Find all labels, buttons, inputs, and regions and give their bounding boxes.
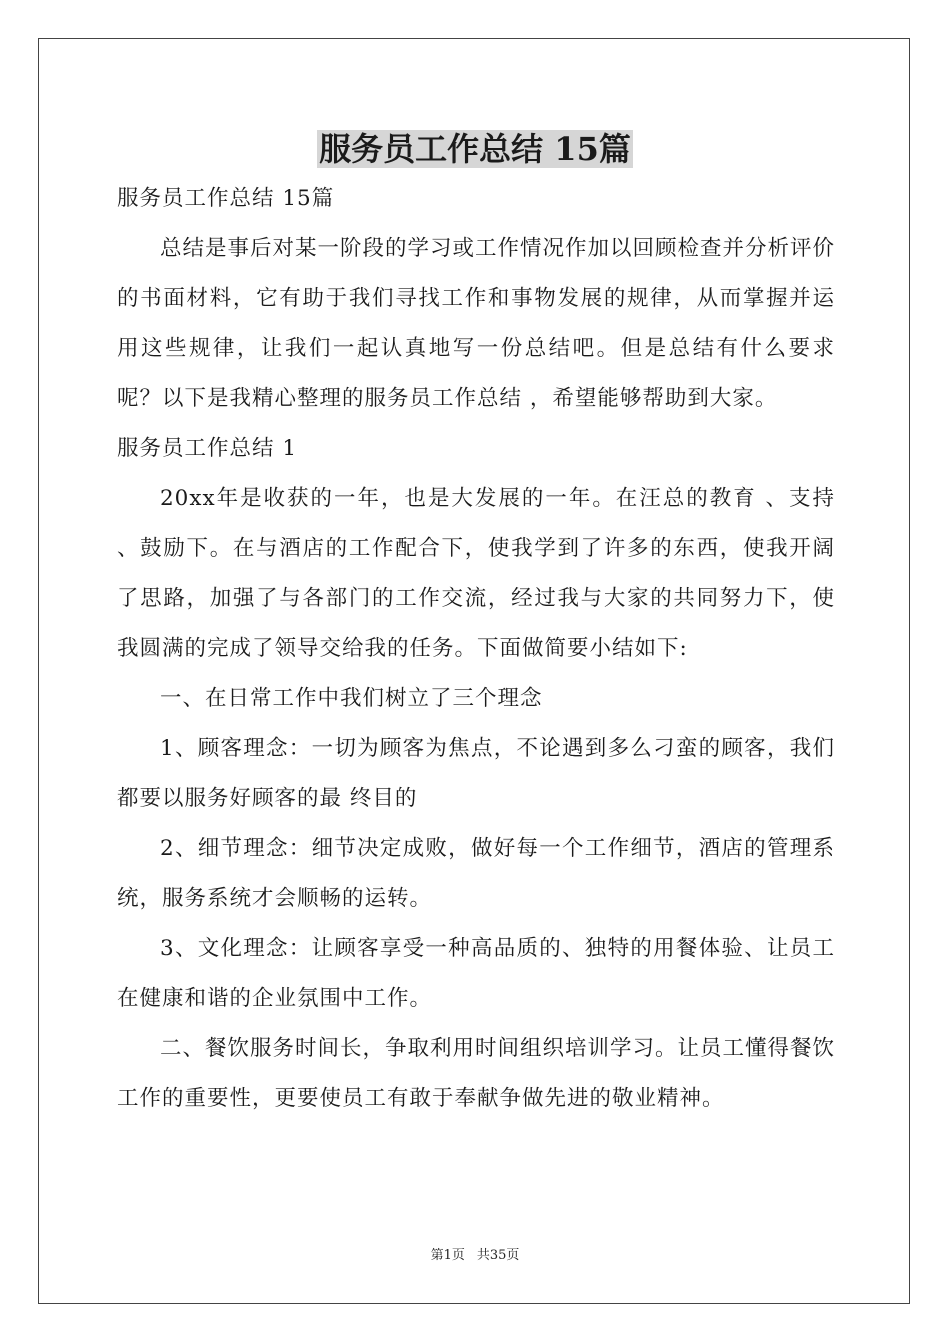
- section-heading: 服务员工作总结 1: [117, 436, 298, 461]
- body-paragraph: 二、餐饮服务时间长，争取利用时间组织培训学习。让员工懂得餐饮工作的重要性，更要使员工有敢于奉献争做先进的敬业精神。: [117, 1036, 836, 1111]
- page-total: 共35页: [476, 1248, 520, 1263]
- list-item: 3、文化理念：让顾客享受一种高品质的、独特的用餐体验、让员工在健康和谐的企业氛围中工作。: [117, 936, 835, 1011]
- body-paragraph: 20xx年是收获的一年，也是大发展的一年。在汪总的教育 、支持 、鼓励下。在与酒店的工作配合下，使我学到了许多的东西，使我开阔了思路，加强了与各部门的工作交流，经过我与大家的共同努力下，使我圆满的完成了领导交给我的任务。下面做简要小结如下:: [117, 486, 835, 661]
- document-body: [117, 174, 835, 1124]
- page-footer: [0, 1246, 950, 1266]
- list-heading: 一、在日常工作中我们树立了三个理念: [160, 686, 543, 711]
- subtitle-line: 服务员工作总结 15篇: [117, 186, 335, 211]
- page-number: 第1页: [430, 1248, 465, 1263]
- intro-paragraph: 总结是事后对某一阶段的学习或工作情况作加以回顾检查并分析评价的书面材料，它有助于我们寻找工作和事物发展的规律，从而掌握并运用这些规律，让我们一起认真地写一份总结吧。但是总结有什么要求呢？以下是我精心整理的服务员工作总结 ，希望能够帮助到大家。: [117, 236, 836, 411]
- list-item: 2、细节理念：细节决定成败，做好每一个工作细节，酒店的管理系统，服务系统才会顺畅的运转。: [117, 836, 835, 911]
- list-item: 1、顾客理念：一切为顾客为焦点，不论遇到多么刁蛮的顾客，我们都要以服务好顾客的最 终目的: [117, 736, 835, 811]
- document-title: [0, 126, 950, 172]
- document-title-text: 服务员工作总结 15篇: [319, 130, 631, 168]
